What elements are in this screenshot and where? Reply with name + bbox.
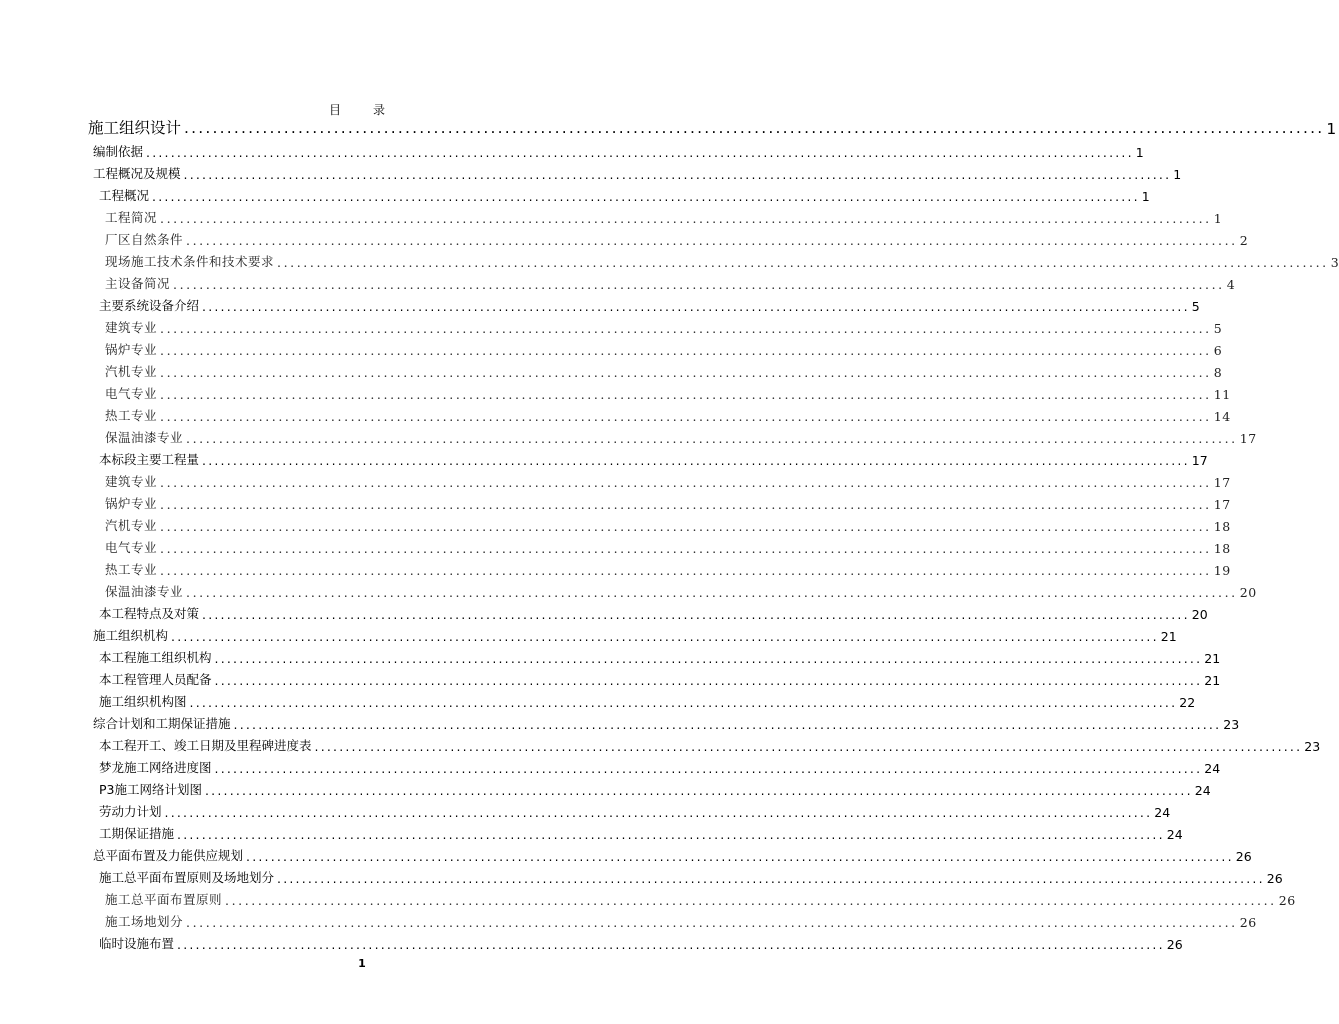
- toc-leader-dots: ................................................................................................................................................................: [173, 277, 1225, 292]
- toc-entry-title: 本工程施工组织机构: [99, 650, 212, 665]
- toc-entry-title: 建筑专业: [105, 474, 158, 489]
- toc-entry[interactable]: [0, 644, 1221, 666]
- toc-entry-page: 21: [1204, 673, 1221, 688]
- toc-entry-title: 施工总平面布置原则: [105, 892, 223, 907]
- toc-entry-title: 本标段主要工程量: [99, 452, 200, 467]
- toc-entry-title: 本工程特点及对策: [99, 606, 200, 621]
- toc-entry[interactable]: [0, 138, 1144, 160]
- toc-entry-page: 3: [1330, 255, 1339, 270]
- toc-entry-title: 保温油漆专业: [105, 584, 184, 599]
- toc-leader-dots: ................................................................................................................................................................: [186, 915, 1238, 930]
- toc-entry[interactable]: [0, 534, 1231, 556]
- toc-entry-title: 本工程开工、竣工日期及里程碑进度表: [99, 738, 312, 753]
- toc-leader-dots: ................................................................................................................................................................: [184, 119, 1325, 138]
- toc-entry-title: 电气专业: [105, 540, 158, 555]
- toc-entry[interactable]: [0, 226, 1249, 248]
- toc-entry[interactable]: [0, 820, 1183, 842]
- toc-entry-title: 施工组织机构: [93, 628, 169, 643]
- toc-entry-page: 26: [1266, 871, 1283, 886]
- toc-entry-page: 19: [1213, 563, 1231, 578]
- toc-entry-page: 4: [1226, 277, 1236, 292]
- toc-leader-dots: ................................................................................................................................................................: [186, 233, 1238, 248]
- toc-entry[interactable]: [0, 732, 1321, 754]
- toc-entry-page: 1: [1141, 189, 1150, 204]
- toc-entry-page: 26: [1239, 915, 1257, 930]
- toc-entry[interactable]: [0, 248, 1339, 270]
- toc-entry-title: 工期保证措施: [99, 826, 175, 841]
- toc-leader-dots: ................................................................................................................................................................: [225, 893, 1277, 908]
- toc-entry-title: 锅炉专业: [105, 496, 158, 511]
- toc-entry-title: 热工专业: [105, 408, 158, 423]
- toc-entry-page: 17: [1213, 497, 1231, 512]
- toc-entry[interactable]: [0, 402, 1231, 424]
- toc-entry-title: 施工场地划分: [105, 914, 184, 929]
- toc-leader-dots: ................................................................................................................................................................: [205, 783, 1193, 798]
- toc-entry[interactable]: [0, 424, 1257, 446]
- toc-entry[interactable]: [0, 710, 1240, 732]
- toc-entry[interactable]: [0, 182, 1150, 204]
- toc-leader-dots: ................................................................................................................................................................: [152, 189, 1140, 204]
- toc-leader-dots: ................................................................................................................................................................: [160, 343, 1212, 358]
- toc-leader-dots: ................................................................................................................................................................: [246, 849, 1234, 864]
- toc-entry-title: 施工组织设计: [88, 119, 182, 137]
- toc-leader-dots: ................................................................................................................................................................: [277, 871, 1265, 886]
- toc-entry-title: P3施工网络计划图: [99, 782, 202, 797]
- toc-entry-title: 施工组织机构图: [99, 694, 187, 709]
- toc-leader-dots: ................................................................................................................................................................: [183, 167, 1172, 182]
- toc-entry[interactable]: [0, 688, 1196, 710]
- toc-entry-page: 17: [1191, 453, 1208, 468]
- toc-entry-title: 汽机专业: [105, 518, 158, 533]
- toc-leader-dots: ................................................................................................................................................................: [177, 827, 1165, 842]
- toc-entry[interactable]: [0, 446, 1208, 468]
- toc-entry-page: 24: [1166, 827, 1183, 842]
- toc-entry[interactable]: [0, 336, 1223, 358]
- toc-entry-page: 20: [1239, 585, 1257, 600]
- toc-entry-page: 26: [1235, 849, 1252, 864]
- toc-entry[interactable]: [0, 512, 1231, 534]
- toc-entry[interactable]: [0, 204, 1223, 226]
- toc-leader-dots: ................................................................................................................................................................: [214, 673, 1203, 688]
- toc-entry-page: 26: [1166, 937, 1183, 952]
- toc-leader-dots: ................................................................................................................................................................: [314, 739, 1303, 754]
- toc-leader-dots: ................................................................................................................................................................: [202, 607, 1190, 622]
- toc-entry[interactable]: [0, 798, 1171, 820]
- toc-leader-dots: ................................................................................................................................................................: [160, 365, 1212, 380]
- toc-entry-title: 现场施工技术条件和技术要求: [105, 254, 275, 269]
- toc-leader-dots: ................................................................................................................................................................: [164, 805, 1153, 820]
- toc-entry-page: 1: [1173, 167, 1182, 182]
- toc-leader-dots: ................................................................................................................................................................: [277, 255, 1329, 270]
- toc-entry-page: 1: [1135, 145, 1144, 160]
- toc-entry-page: 24: [1204, 761, 1221, 776]
- page-number: 1: [358, 957, 366, 970]
- toc-entry-page: 22: [1179, 695, 1196, 710]
- toc-entry[interactable]: [0, 114, 1337, 138]
- toc-entry-title: 保温油漆专业: [105, 430, 184, 445]
- toc-leader-dots: ................................................................................................................................................................: [160, 563, 1212, 578]
- toc-entry[interactable]: [0, 930, 1183, 952]
- toc-leader-dots: ................................................................................................................................................................: [189, 695, 1178, 710]
- toc-entry-page: 26: [1278, 893, 1296, 908]
- toc-entry-title: 锅炉专业: [105, 342, 158, 357]
- toc-entry[interactable]: [0, 314, 1223, 336]
- toc-entry-title: 热工专业: [105, 562, 158, 577]
- toc-entry[interactable]: [0, 160, 1182, 182]
- toc-entry-title: 梦龙施工网络进度图: [99, 760, 212, 775]
- toc-leader-dots: ................................................................................................................................................................: [214, 651, 1203, 666]
- toc-entry-page: 5: [1213, 321, 1223, 336]
- toc-entry-title: 总平面布置及力能供应规划: [93, 848, 244, 863]
- toc-leader-dots: ................................................................................................................................................................: [177, 937, 1165, 952]
- toc-entry-page: 1: [1326, 120, 1337, 138]
- toc-entry-page: 17: [1239, 431, 1257, 446]
- toc-entry-page: 23: [1223, 717, 1240, 732]
- toc-heading: 目 录: [328, 103, 395, 117]
- toc-entry-page: 18: [1213, 541, 1231, 556]
- toc-leader-dots: ................................................................................................................................................................: [233, 717, 1222, 732]
- toc-entry-page: 6: [1213, 343, 1223, 358]
- toc-entry[interactable]: [0, 490, 1231, 512]
- toc-entry-page: 17: [1213, 475, 1231, 490]
- toc-entry[interactable]: [0, 886, 1296, 908]
- toc-entry-page: 11: [1213, 387, 1231, 402]
- toc-leader-dots: ................................................................................................................................................................: [160, 211, 1212, 226]
- toc-entry-title: 劳动力计划: [99, 804, 162, 819]
- toc-leader-dots: ................................................................................................................................................................: [160, 497, 1212, 512]
- toc-leader-dots: ................................................................................................................................................................: [202, 453, 1190, 468]
- toc-entry-page: 24: [1154, 805, 1171, 820]
- toc-leader-dots: ................................................................................................................................................................: [160, 519, 1212, 534]
- toc-entry-title: 综合计划和工期保证措施: [93, 716, 231, 731]
- toc-entry[interactable]: [0, 908, 1257, 930]
- toc-leader-dots: ................................................................................................................................................................: [186, 431, 1238, 446]
- toc-leader-dots: ................................................................................................................................................................: [171, 629, 1159, 644]
- toc-entry[interactable]: [0, 754, 1221, 776]
- toc-entry-page: 14: [1213, 409, 1231, 424]
- toc-leader-dots: ................................................................................................................................................................: [202, 299, 1190, 314]
- toc-entry-page: 20: [1191, 607, 1208, 622]
- toc-leader-dots: ................................................................................................................................................................: [160, 409, 1212, 424]
- toc-entry[interactable]: [0, 358, 1223, 380]
- toc-entry-page: 18: [1213, 519, 1231, 534]
- toc-entry[interactable]: [0, 556, 1231, 578]
- toc-leader-dots: ................................................................................................................................................................: [186, 585, 1238, 600]
- toc-entry-title: 建筑专业: [105, 320, 158, 335]
- toc-entry[interactable]: [0, 666, 1221, 688]
- toc-entry-title: 汽机专业: [105, 364, 158, 379]
- toc-entry-title: 工程概况: [99, 188, 150, 203]
- toc-entry-title: 主设备简况: [105, 276, 171, 291]
- toc-leader-dots: ................................................................................................................................................................: [160, 475, 1212, 490]
- toc-entry-title: 工程简况: [105, 210, 158, 225]
- toc-entry-title: 临时设施布置: [99, 936, 175, 951]
- toc-entry[interactable]: [0, 270, 1236, 292]
- toc-leader-dots: ................................................................................................................................................................: [214, 761, 1203, 776]
- toc-entry-title: 电气专业: [105, 386, 158, 401]
- toc-leader-dots: ................................................................................................................................................................: [160, 541, 1212, 556]
- toc-entry-title: 主要系统设备介绍: [99, 298, 200, 313]
- toc-entry-title: 厂区自然条件: [105, 232, 184, 247]
- toc-entry-title: 施工总平面布置原则及场地划分: [99, 870, 275, 885]
- toc-entry-page: 2: [1239, 233, 1249, 248]
- toc-entry-page: 1: [1213, 211, 1223, 226]
- toc-entry-page: 23: [1304, 739, 1321, 754]
- toc-entry[interactable]: [0, 842, 1252, 864]
- toc-entry-title: 编制依据: [93, 144, 144, 159]
- toc-leader-dots: ................................................................................................................................................................: [160, 387, 1212, 402]
- toc-entry-title: 本工程管理人员配备: [99, 672, 212, 687]
- toc-entry[interactable]: [0, 292, 1200, 314]
- toc-entry-title: 工程概况及规模: [93, 166, 181, 181]
- toc-entry[interactable]: [0, 864, 1283, 886]
- toc-entry-page: 8: [1213, 365, 1223, 380]
- toc-leader-dots: ................................................................................................................................................................: [146, 145, 1134, 160]
- toc-entry-page: 5: [1191, 299, 1200, 314]
- toc-leader-dots: ................................................................................................................................................................: [160, 321, 1212, 336]
- toc-entry[interactable]: [0, 578, 1257, 600]
- toc-entry[interactable]: [0, 468, 1231, 490]
- toc-entry-page: 21: [1160, 629, 1177, 644]
- toc-entry-page: 21: [1204, 651, 1221, 666]
- toc-entry[interactable]: [0, 380, 1231, 402]
- table-of-contents: [0, 114, 1339, 952]
- toc-entry-page: 24: [1194, 783, 1211, 798]
- toc-entry[interactable]: [0, 600, 1208, 622]
- toc-entry[interactable]: [0, 776, 1211, 798]
- toc-entry[interactable]: [0, 622, 1177, 644]
